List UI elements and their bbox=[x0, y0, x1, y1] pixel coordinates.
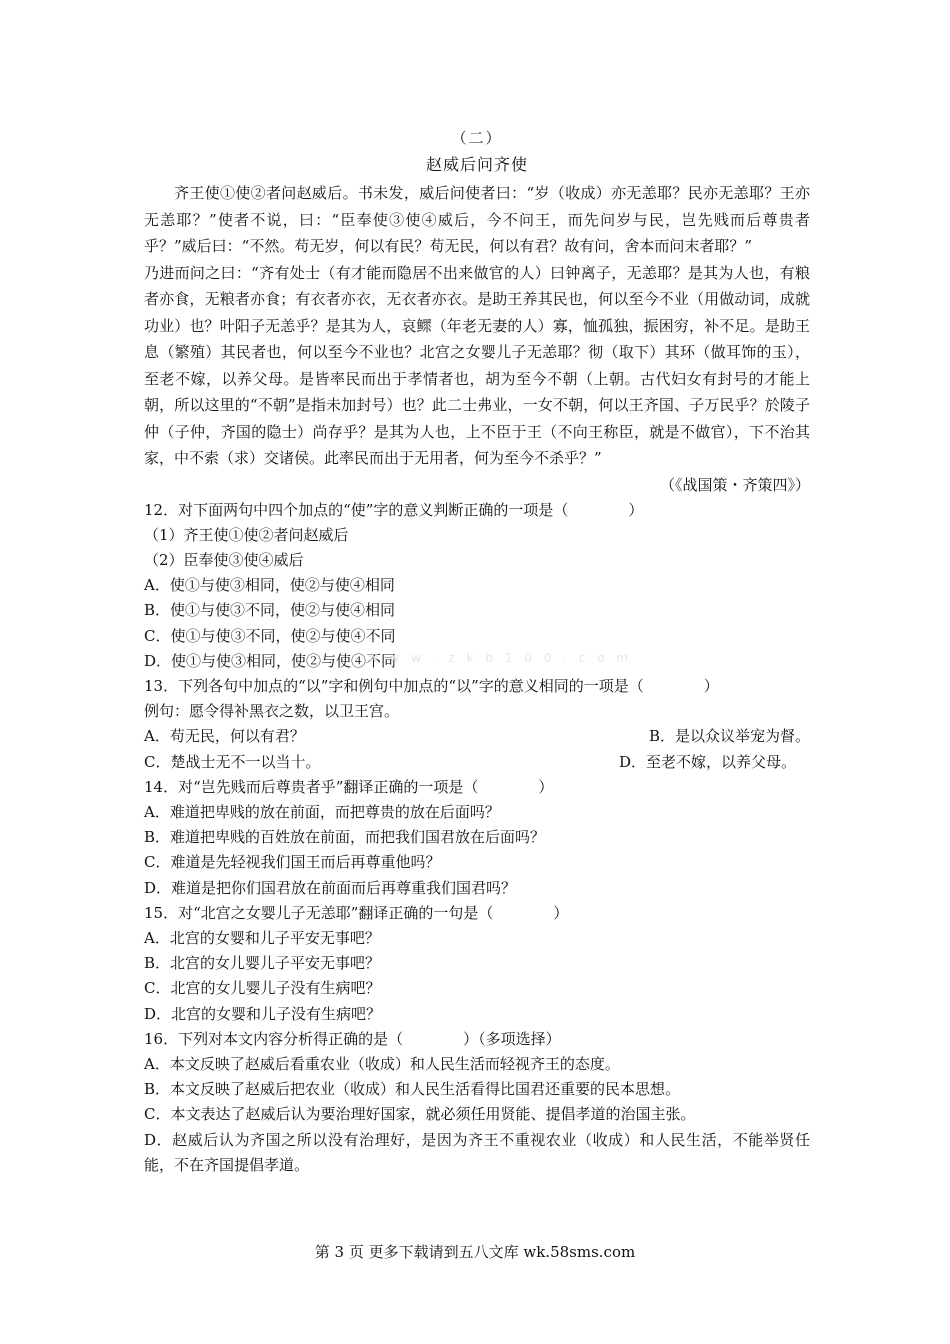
question-13-example: 例句：愿令得补黑衣之数，以卫王宫。 bbox=[144, 702, 400, 721]
question-12-option-a: A．使①与使③相同，使②与使④相同 bbox=[144, 576, 395, 595]
document-page bbox=[144, 120, 810, 1178]
passage-title: 赵威后问齐使 bbox=[425, 155, 528, 174]
question-15-stem: 15．对“北宫之女婴儿子无恙耶”翻译正确的一句是（ ） bbox=[144, 903, 569, 922]
question-13-option-c: C．楚战士无不一以当十。 bbox=[144, 752, 321, 771]
question-15-option-a: A．北宫的女婴和儿子平安无事吧？ bbox=[144, 928, 380, 947]
passage-source: （《战国策・齐策四》） bbox=[659, 475, 810, 494]
question-14-option-a: A．难道把卑贱的放在前面，而把尊贵的放在后面吗？ bbox=[144, 802, 500, 821]
question-12-stem: 12．对下面两句中四个加点的“使”字的意义判断正确的一项是（ ） bbox=[144, 500, 644, 519]
question-16-option-d: D．赵威后认为齐国之所以没有治理好，是因为齐王不重视农业（收成）和人民生活，不能举贤任能，不在齐国提倡孝道。 bbox=[144, 1130, 810, 1174]
question-14-option-b: B．难道把卑贱的百姓放在前面，而把我们国君放在后面吗？ bbox=[144, 828, 546, 847]
question-12-option-b: B．使①与使③不同，使②与使④相同 bbox=[144, 601, 396, 620]
question-15-option-b: B．北宫的女儿婴儿子平安无事吧？ bbox=[144, 954, 381, 973]
question-13-row-cd bbox=[144, 750, 810, 775]
question-15-option-c: C．北宫的女儿婴儿子没有生病吧？ bbox=[144, 979, 381, 998]
passage-paragraph-1: 齐王使①使②者问赵威后。书未发，威后问使者曰：“岁（收成）亦无恙耶？民亦无恙耶？王亦无恙耶？”使者不说，曰：“臣奉使③使④威后，今不问王，而先问岁与民，岂先贱而后尊贵者乎？”威后曰：“不然。苟无岁，何以有民？苟无民，何以有君？故有问，舍本而问末者耶？” bbox=[144, 184, 810, 255]
question-14-option-d: D．难道是把你们国君放在前面而后再尊重我们国君吗？ bbox=[144, 878, 517, 897]
question-16-option-b: B．本文反映了赵威后把农业（收成）和人民生活看得比国君还重要的民本思想。 bbox=[144, 1080, 681, 1099]
passage-paragraph-2: 乃进而问之曰：“齐有处士（有才能而隐居不出来做官的人）曰钟离子，无恙耶？是其为人也，有粮者亦食，无粮者亦食；有衣者亦衣，无衣者亦衣。是助王养其民也，何以至今不业（用做动词，成就功业）也？叶阳子无恙乎？是其为人，哀鳏（年老无妻的人）寡，恤孤独，振困穷，补不足。是助王息（繁殖）其民者也，何以至今不业也？北宫之女婴儿子无恙耶？彻（取下）其环（做耳饰的玉），至老不嫁，以养父母。是皆率民而出于孝情者也，胡为至今不朝（上朝。古代妇女有封号的才能上朝，所以这里的“不朝”是指未加封号）也？此二士弗业，一女不朝，何以王齐国、子万民乎？於陵子仲（子仲，齐国的隐士）尚存乎？是其为人也，上不臣于王（不向王称臣，就是不做官），下不治其家，中不索（求）交诸侯。此率民而出于无用者，何为至今不杀乎？” bbox=[144, 263, 810, 467]
question-14-option-c: C．难道是先轻视我们国王而后再尊重他吗？ bbox=[144, 853, 441, 872]
question-16-option-c: C．本文表达了赵威后认为要治理好国家，就必须任用贤能、提倡孝道的治国主张。 bbox=[144, 1105, 696, 1124]
question-12-sentence-2: （2）臣奉使③使④威后 bbox=[144, 550, 304, 569]
question-13-row-ab bbox=[144, 724, 810, 749]
question-13-option-b: B．是以众议举宠为督。 bbox=[648, 727, 810, 746]
page-footer: 第 3 页 更多下载请到五八文库 wk.58sms.com bbox=[314, 1243, 636, 1261]
question-12-sentence-1: （1）齐王使①使②者问赵威后 bbox=[144, 525, 349, 544]
question-13-stem: 13．下列各句中加点的“以”字和例句中加点的“以”字的意义相同的一项是（ ） bbox=[144, 676, 719, 695]
question-13-option-a: A．苟无民，何以有君？ bbox=[144, 727, 305, 746]
question-15-option-d: D．北宫的女婴和儿子没有生病吧？ bbox=[144, 1004, 382, 1023]
question-14-stem: 14．对“岂先贱而后尊贵者乎”翻译正确的一项是（ ） bbox=[144, 777, 554, 796]
question-12-option-c: C．使①与使③不同，使②与使④不同 bbox=[144, 626, 396, 645]
question-13-option-d: D．至老不嫁，以养父母。 bbox=[618, 752, 796, 771]
question-12-option-d: D．使①与使③相同，使②与使④不同 bbox=[144, 651, 397, 670]
watermark: w w w . z k b 1 0 0 . c o m bbox=[368, 651, 633, 665]
section-label: （二） bbox=[451, 129, 503, 147]
question-16-stem: 16．下列对本文内容分析得正确的是（ ）（多项选择） bbox=[144, 1029, 561, 1048]
question-16-option-a: A．本文反映了赵威后看重农业（收成）和人民生活而轻视齐王的态度。 bbox=[144, 1054, 620, 1073]
